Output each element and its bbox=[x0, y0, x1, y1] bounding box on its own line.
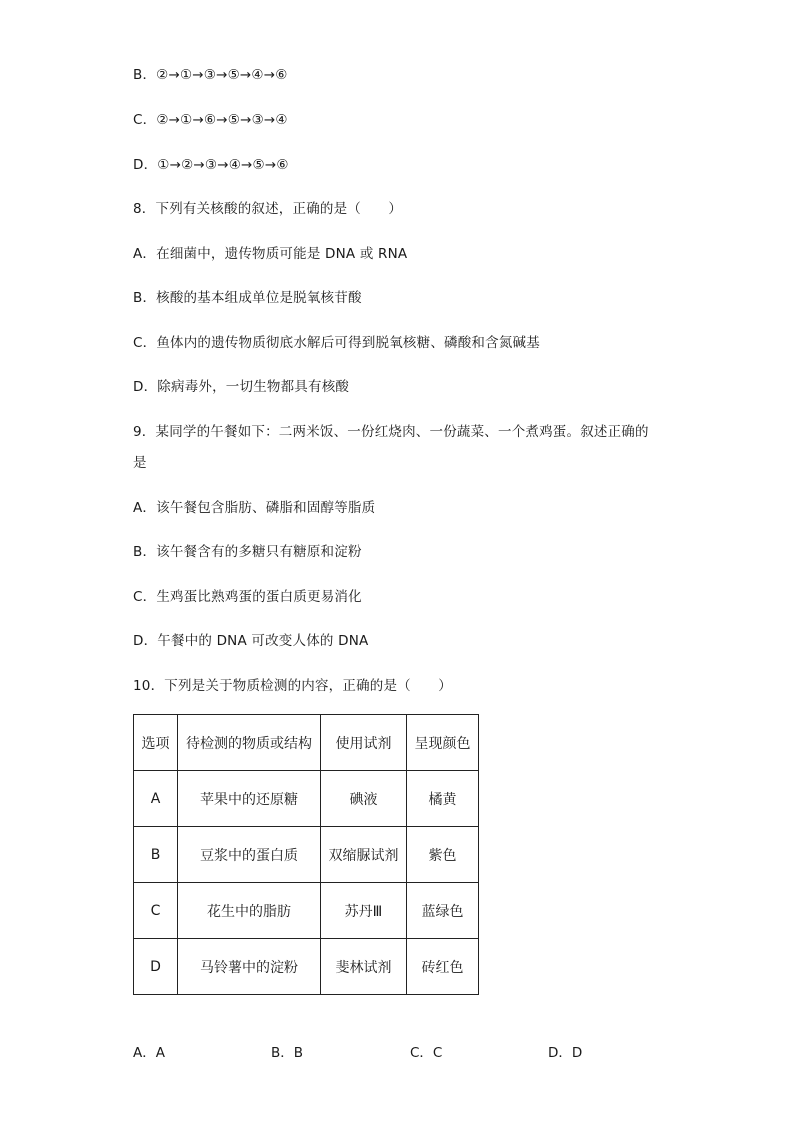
table-cell: C bbox=[134, 883, 178, 939]
q9-stem-line2: 是 bbox=[133, 455, 147, 471]
q8-stem: 8．下列有关核酸的叙述，正确的是（ ） bbox=[133, 201, 403, 217]
q7-option-d: D．①→②→③→④→⑤→⑥ bbox=[133, 157, 289, 173]
q8-option-a: A．在细菌中，遗传物质可能是 DNA 或 RNA bbox=[133, 246, 408, 262]
q9-stem-line1: 9．某同学的午餐如下：二两米饭、一份红烧肉、一份蔬菜、一个煮鸡蛋。叙述正确的 bbox=[133, 424, 649, 440]
q10-stem: 10．下列是关于物质检测的内容，正确的是（ ） bbox=[133, 678, 452, 694]
q7-option-b: B．②→①→③→⑤→④→⑥ bbox=[133, 67, 288, 83]
table-cell: A bbox=[134, 771, 178, 827]
table-cell: D bbox=[134, 939, 178, 995]
q8-option-d: D．除病毒外，一切生物都具有核酸 bbox=[133, 379, 350, 395]
table-header: 待检测的物质或结构 bbox=[178, 715, 321, 771]
q8-option-b: B．核酸的基本组成单位是脱氧核苷酸 bbox=[133, 290, 362, 306]
table-cell: 双缩脲试剂 bbox=[321, 827, 407, 883]
q9-option-b: B．该午餐含有的多糖只有糖原和淀粉 bbox=[133, 544, 362, 560]
table-cell: 橘黄 bbox=[407, 771, 479, 827]
q9-option-c: C．生鸡蛋比熟鸡蛋的蛋白质更易消化 bbox=[133, 589, 362, 605]
q9-option-d: D．午餐中的 DNA 可改变人体的 DNA bbox=[133, 633, 369, 649]
table-cell: 马铃薯中的淀粉 bbox=[178, 939, 321, 995]
table-row bbox=[134, 883, 479, 939]
table-cell: 斐林试剂 bbox=[321, 939, 407, 995]
table-header: 呈现颜色 bbox=[407, 715, 479, 771]
table-cell: 蓝绿色 bbox=[407, 883, 479, 939]
table-cell: 豆浆中的蛋白质 bbox=[178, 827, 321, 883]
q7-option-c: C．②→①→⑥→⑤→③→④ bbox=[133, 112, 288, 128]
q10-option-d: D．D bbox=[548, 1045, 583, 1061]
q10-option-a: A．A bbox=[133, 1045, 165, 1061]
table-header: 选项 bbox=[134, 715, 178, 771]
q9-option-a: A．该午餐包含脂肪、磷脂和固醇等脂质 bbox=[133, 500, 376, 516]
table-header: 使用试剂 bbox=[321, 715, 407, 771]
q8-option-c: C．鱼体内的遗传物质彻底水解后可得到脱氧核糖、磷酸和含氮碱基 bbox=[133, 335, 540, 351]
q10-table bbox=[133, 714, 479, 995]
table-cell: 苏丹Ⅲ bbox=[321, 883, 407, 939]
table-cell: 紫色 bbox=[407, 827, 479, 883]
table-header-row bbox=[134, 715, 479, 771]
table-row bbox=[134, 771, 479, 827]
table-cell: 碘液 bbox=[321, 771, 407, 827]
table-cell: B bbox=[134, 827, 178, 883]
q10-option-c: C．C bbox=[410, 1045, 443, 1061]
table-cell: 苹果中的还原糖 bbox=[178, 771, 321, 827]
q10-option-b: B．B bbox=[271, 1045, 304, 1061]
table-row bbox=[134, 827, 479, 883]
table-cell: 砖红色 bbox=[407, 939, 479, 995]
table-cell: 花生中的脂肪 bbox=[178, 883, 321, 939]
table-row bbox=[134, 939, 479, 995]
